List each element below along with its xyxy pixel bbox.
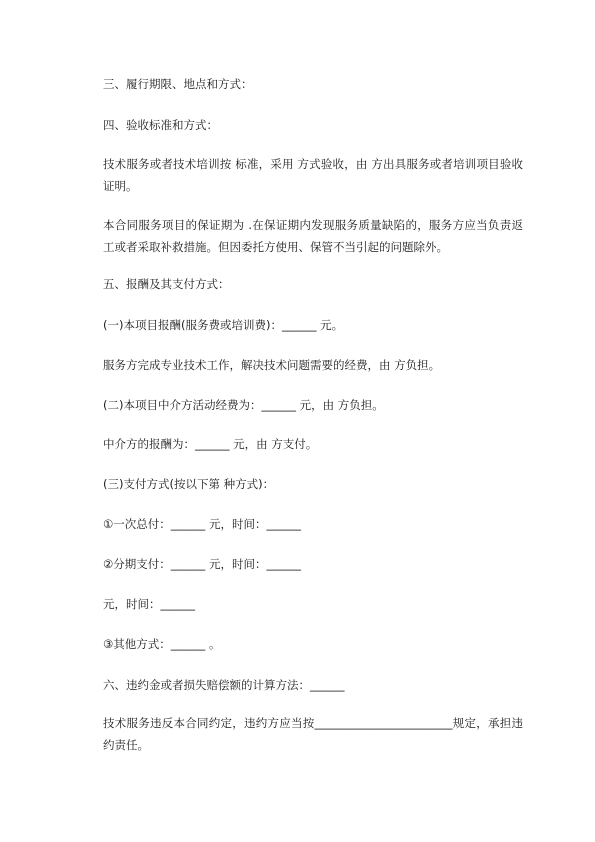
section-6-heading: 六、违约金或者损失赔偿额的计算方法：______ bbox=[103, 678, 345, 692]
warranty-paragraph: 本合同服务项目的保证期为 .在保证期内发现服务质量缺陷的，服务方应当负责返工或者采取补救措施。但因委托方使用、保管不当引起的问题除外。 bbox=[103, 218, 523, 254]
section-4-heading: 四、验收标准和方式： bbox=[103, 118, 218, 132]
payment-item-2: (二)本项目中介方活动经费为：______ 元，由 方负担。 bbox=[103, 398, 384, 412]
breach-paragraph: 技术服务违反本合同约定，违约方应当按________________________规定，承担违约责任。 bbox=[103, 716, 523, 752]
section-5-heading: 五、报酬及其支付方式： bbox=[103, 277, 230, 291]
installment-continuation: 元，时间：______ bbox=[103, 597, 195, 611]
installment-option: ②分期支付：______ 元，时间：______ bbox=[103, 557, 301, 571]
expense-text: 服务方完成专业技术工作，解决技术问题需要的经费，由 方负担。 bbox=[103, 358, 441, 372]
other-option: ③其他方式：______ 。 bbox=[103, 637, 221, 651]
payment-item-3: (三)支付方式(按以下第 种方式)： bbox=[103, 477, 275, 491]
intermediary-fee: 中介方的报酬为：______ 元，由 方支付。 bbox=[103, 437, 318, 451]
section-3-heading: 三、履行期限、地点和方式： bbox=[103, 77, 253, 91]
lump-sum-option: ①一次总付：______ 元，时间：______ bbox=[103, 517, 301, 531]
payment-item-1: (一)本项目报酬(服务费或培训费)：______ 元。 bbox=[103, 318, 344, 332]
acceptance-paragraph: 技术服务或者技术培训按 标准，采用 方式验收，由 方出具服务或者培训项目验收证明。 bbox=[103, 157, 523, 193]
